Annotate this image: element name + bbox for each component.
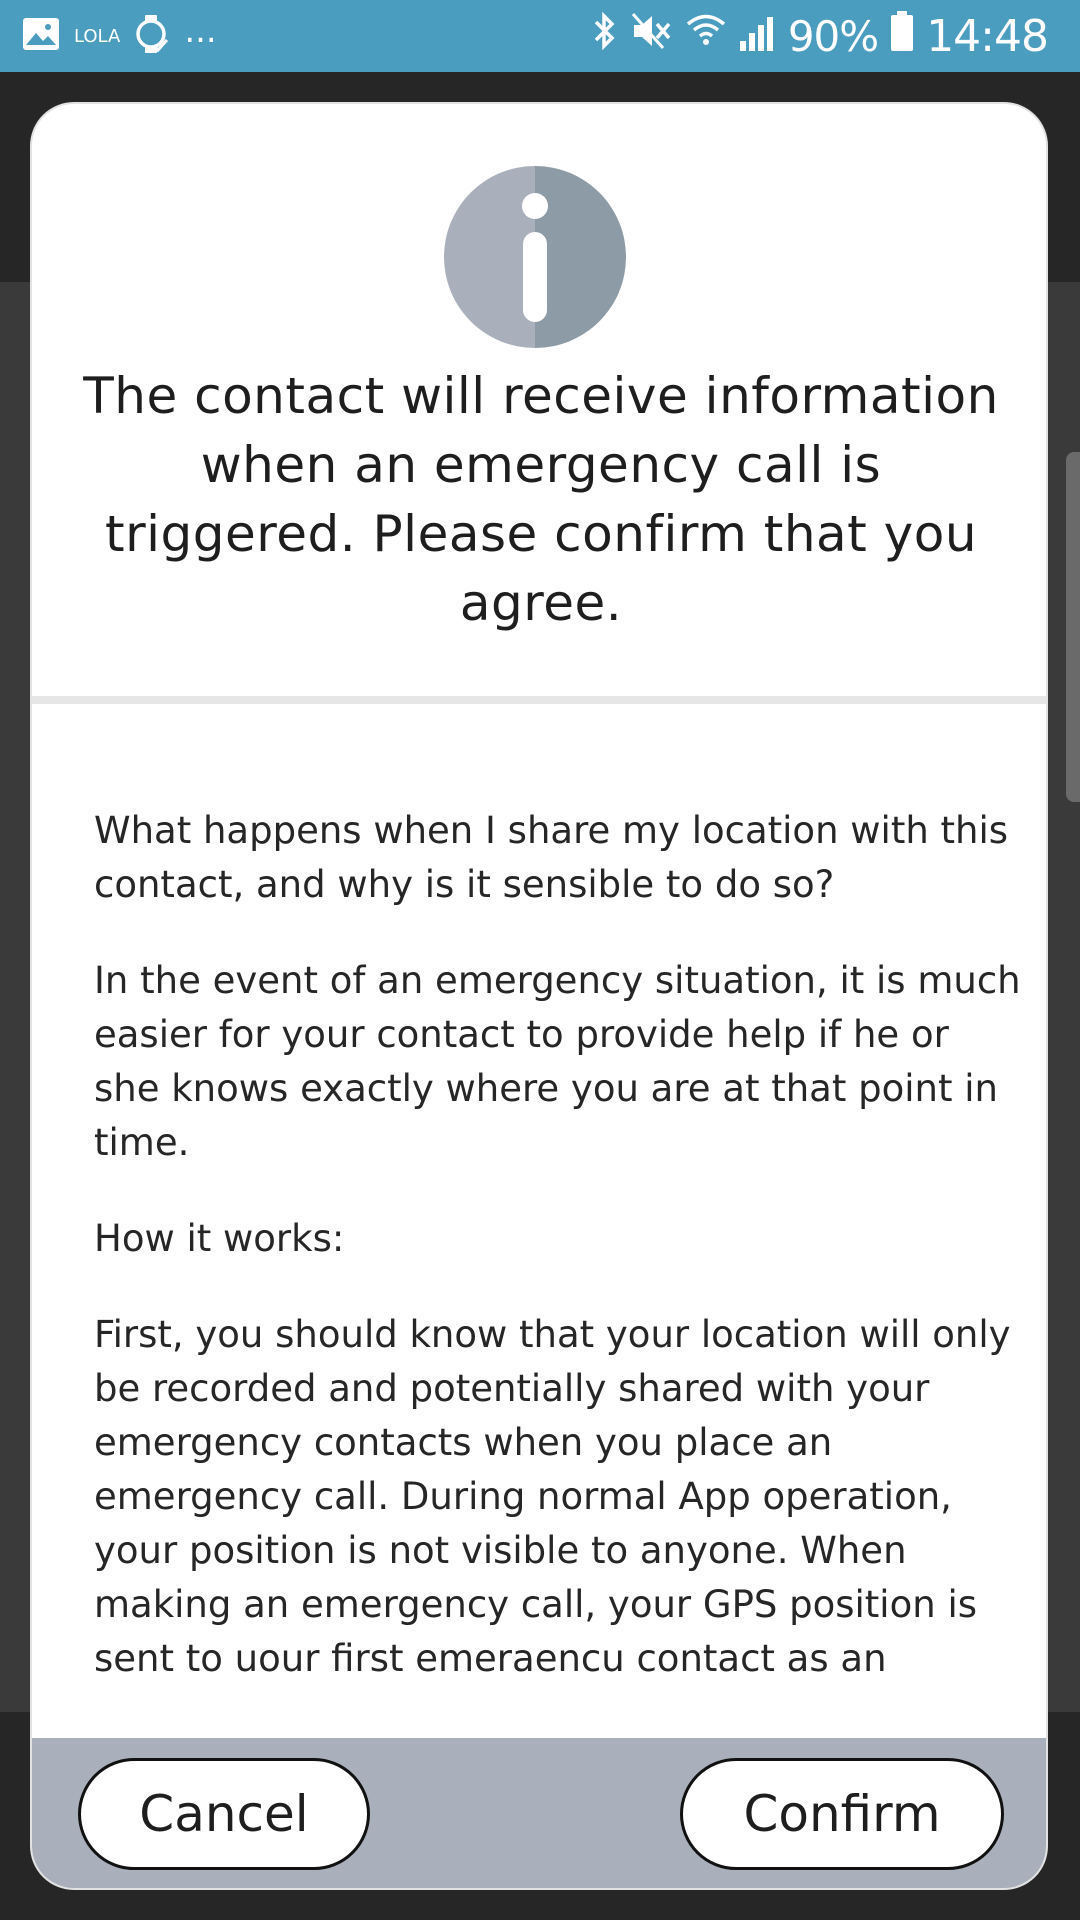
dialog-headline: The contact will receive information when an emergency call is triggered. Please confirm that you agree. bbox=[83, 367, 999, 632]
battery-icon bbox=[890, 11, 914, 61]
divider bbox=[32, 696, 1048, 704]
explanation-text[interactable] bbox=[94, 804, 1024, 1804]
dialog-footer bbox=[32, 1738, 1048, 1890]
background-scroll-tab bbox=[1066, 452, 1080, 802]
cancel-button[interactable]: Cancel bbox=[78, 1758, 370, 1870]
battery-percent: 90% bbox=[787, 11, 879, 61]
bluetooth-icon bbox=[592, 11, 618, 61]
confirm-button[interactable]: Confirm bbox=[680, 1758, 1004, 1870]
status-bar bbox=[0, 0, 1080, 72]
paragraph-question: What happens when I share my location with this contact, and why is it sensible to do so? bbox=[94, 809, 1009, 906]
paragraph-reason: In the event of an emergency situation, it is much easier for your contact to provide help if he or she knows exactly where you are at that point in time. bbox=[94, 959, 1021, 1164]
paragraph-details: First, you should know that your location will only be recorded and potentially shared with your emergency contacts when you place an emergency call. During normal App operation, your position is not visible to anyone. When making an emergency call, your GPS position is sent to uour first emeraencu contact as an bbox=[94, 1313, 1011, 1680]
status-bar-left bbox=[22, 0, 217, 72]
status-bar-right bbox=[592, 0, 1048, 72]
wifi-icon bbox=[686, 11, 726, 61]
carrier-label: LOLA bbox=[74, 25, 121, 47]
info-icon bbox=[444, 166, 626, 348]
paragraph-how-it-works-heading: How it works: bbox=[94, 1217, 345, 1260]
gallery-icon bbox=[22, 17, 60, 55]
mute-icon bbox=[630, 11, 674, 61]
clock: 14:48 bbox=[926, 10, 1048, 62]
consent-dialog bbox=[30, 102, 1048, 1890]
watch-icon bbox=[134, 13, 170, 59]
more-notifications: ... bbox=[184, 11, 217, 51]
signal-icon bbox=[738, 12, 776, 61]
